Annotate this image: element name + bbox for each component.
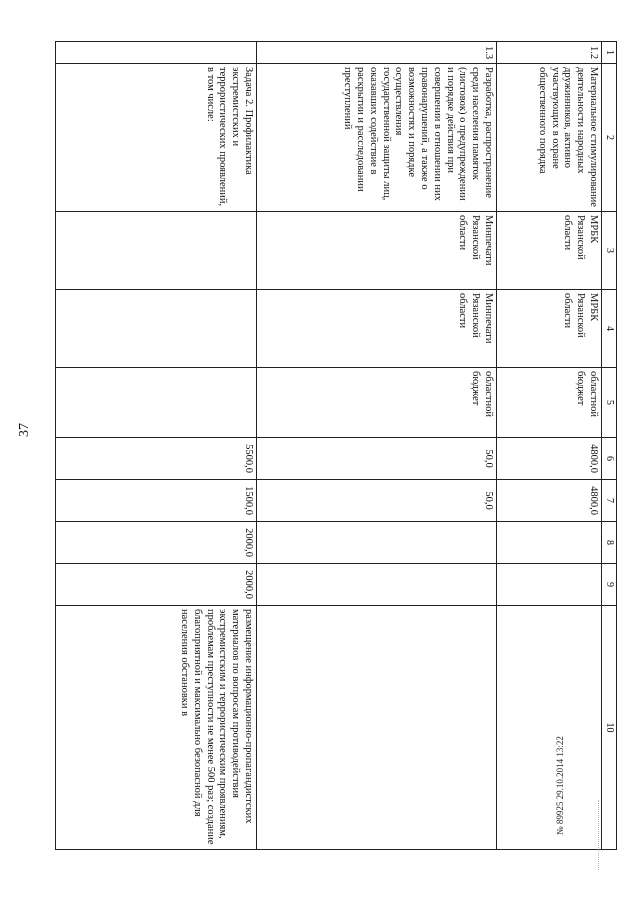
col-header-5: 5 [602,368,617,438]
activity-name: Разработка, распространение среди населения памяток (листовок) о предупреждении и порядке действия при совершении в отношении них правонарушений, а также о возможностях и порядке осуществления государственной защиты лиц, оказавших содействие в раскрытии и расследовании преступлений [257,64,497,212]
activity-name: Задача 2. Профилактика экстремистских и террористических проявлений, в том числе: [56,64,257,212]
col-header-1: 1 [602,42,617,64]
responsible-executor: МРБК Рязанской области [497,212,602,290]
table-row [257,42,497,850]
col-header-3: 3 [602,212,617,290]
amount-year-3 [257,564,497,606]
row-number: 1.3 [257,42,497,64]
amount-year-3 [497,564,602,606]
table-row [497,42,602,850]
expected-results: размещение информационно-пропагандистских материалов по вопросам противодействия экстремистским и террористическим проявлениям, проблемам преступности не менее 500 раз; создание благоприятной и максимально безопасной для населения обстановки в [56,606,257,850]
row-number [56,42,257,64]
budget-manager: Минпечати Рязанской области [257,290,497,368]
col-header-4: 4 [602,290,617,368]
budget-manager: МРБК Рязанской области [497,290,602,368]
document-table-container [55,41,617,849]
col-header-10: 10 [602,606,617,850]
funding-source: областной бюджет [497,368,602,438]
expected-results [497,606,602,850]
amount-year-1: 1500,0 [56,480,257,522]
expected-results [257,606,497,850]
budget-manager [56,290,257,368]
header-row [602,42,617,850]
funding-source [56,368,257,438]
row-number: 1.2 [497,42,602,64]
col-header-9: 9 [602,564,617,606]
document-footer: № 89925 29.10.2014 13:22 [555,736,565,835]
funding-source: областной бюджет [257,368,497,438]
amount-year-1: 4800,0 [497,480,602,522]
col-header-2: 2 [602,64,617,212]
total-amount: 50,0 [257,438,497,480]
activity-name: Материальное стимулирование деятельности народных дружинников, активно участвующих в охране общественного порядка [497,64,602,212]
amount-year-2: 2000,0 [56,522,257,564]
program-table [55,41,617,850]
registration-stamp-mark [598,800,607,870]
col-header-8: 8 [602,522,617,564]
total-amount: 5500,0 [56,438,257,480]
amount-year-1: 50,0 [257,480,497,522]
col-header-6: 6 [602,438,617,480]
amount-year-3: 2000,0 [56,564,257,606]
amount-year-2 [497,522,602,564]
amount-year-2 [257,522,497,564]
table-row [56,42,257,850]
col-header-7: 7 [602,480,617,522]
responsible-executor [56,212,257,290]
total-amount: 4800,0 [497,438,602,480]
responsible-executor: Минпечати Рязанской области [257,212,497,290]
page-number: 37 [17,423,32,437]
